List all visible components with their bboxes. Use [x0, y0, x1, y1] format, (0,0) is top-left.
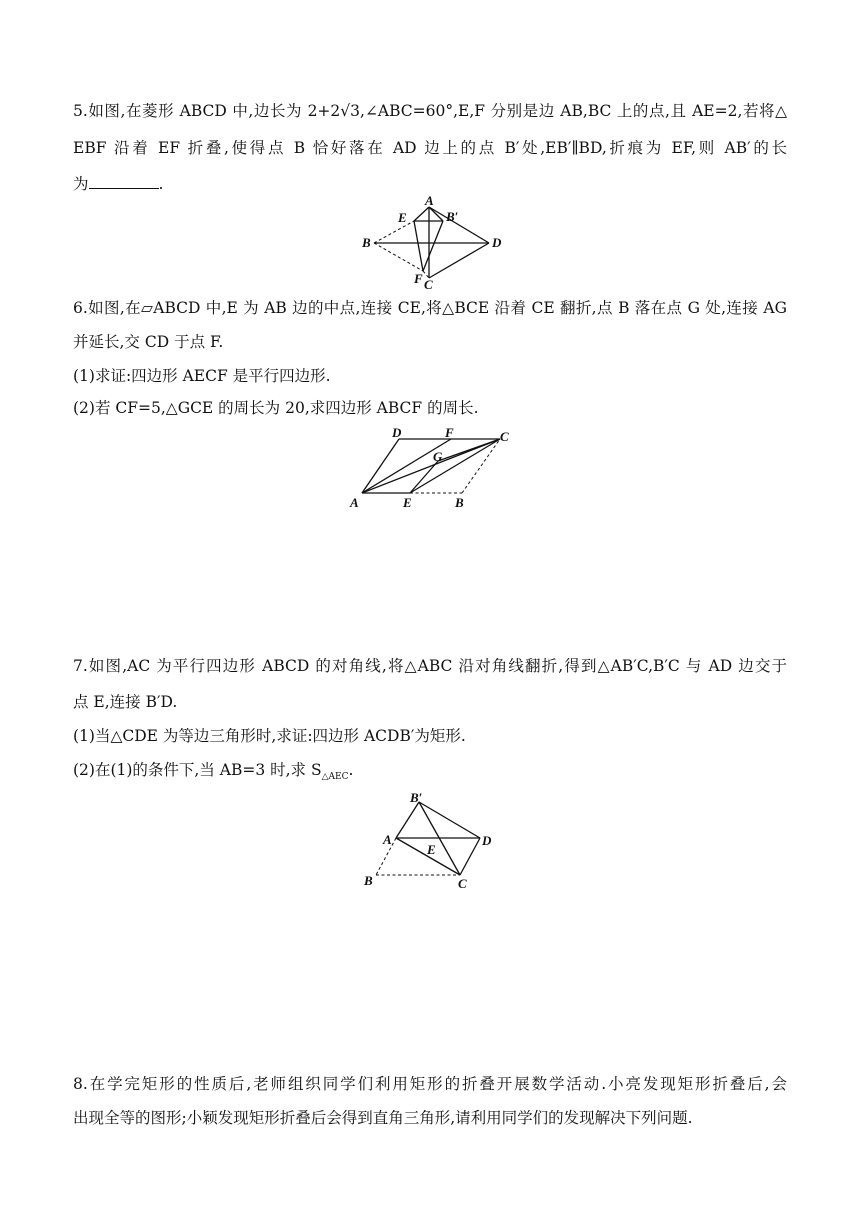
problem-6-question-1: (1)求证:四边形 AECF 是平行四边形.	[73, 367, 331, 385]
label-B-prime: B′	[446, 209, 459, 224]
problem-5-line-3	[73, 174, 163, 194]
problem-7-line-1: 7.如图,AC 为平行四边形 ABCD 的对角线,将△ABC 沿对角线翻折,得到△AB′C,B′C 与 AD 边交于	[73, 657, 787, 675]
label-B: B	[362, 235, 371, 250]
answer-blank	[89, 174, 159, 189]
problem-7-question-2-text: (2)在(1)的条件下,当 AB=3 时,求 S	[73, 761, 322, 779]
problem-5-line-1: 5.如图,在菱形 ABCD 中,边长为 2+2√3,∠ABC=60°,E,F 分别是边 AB,BC 上的点,且 AE=2,若将△	[73, 102, 787, 120]
problem-5-line-3-end: .	[158, 175, 164, 193]
label-A: A	[383, 832, 392, 847]
problem-7-question-1: (1)当△CDE 为等边三角形时,求证:四边形 ACDB′为矩形.	[73, 727, 466, 745]
problem-5-line-3-text: 为	[73, 175, 89, 193]
problem-8-line-2: 出现全等的图形;小颖发现矩形折叠后会得到直角三角形,请利用同学们的发现解决下列问题.	[73, 1109, 693, 1127]
diagonal-fold-diagram	[360, 788, 500, 892]
label-B-prime: B′	[410, 790, 423, 805]
label-D: D	[392, 425, 402, 440]
problem-7-question-2-end: .	[348, 761, 354, 779]
label-E: E	[403, 495, 412, 510]
problem-6-line-2: 并延长,交 CD 于点 F.	[73, 333, 224, 351]
label-B: B	[455, 495, 464, 510]
label-D: D	[482, 833, 492, 848]
label-C: C	[500, 429, 509, 444]
label-C: C	[458, 876, 467, 891]
label-D: D	[492, 235, 502, 250]
label-B: B	[364, 873, 373, 888]
problem-6-line-1: 6.如图,在▱ABCD 中,E 为 AB 边的中点,连接 CE,将△BCE 沿着 CE 翻折,点 B 落在点 G 处,连接 AG	[73, 299, 787, 317]
problem-7-question-2	[73, 760, 353, 787]
label-A: A	[425, 193, 434, 208]
label-E: E	[398, 210, 407, 225]
problem-5-line-2: EBF 沿着 EF 折叠,使得点 B 恰好落在 AD 边上的点 B′处,EB′∥BD,折痕为 EF,则 AB′的长	[73, 139, 787, 157]
problem-7-line-2: 点 E,连接 B′D.	[73, 693, 178, 711]
label-G: G	[433, 449, 443, 464]
problem-8-line-1: 8.在学完矩形的性质后,老师组织同学们利用矩形的折叠开展数学活动.小亮发现矩形折叠后,会	[73, 1075, 787, 1093]
label-A: A	[350, 495, 359, 510]
parallelogram-fold-diagram	[345, 425, 525, 513]
label-C: C	[424, 277, 433, 290]
label-F: F	[414, 271, 423, 286]
rhombus-fold-diagram	[355, 192, 505, 290]
problem-6-question-2: (2)若 CF=5,△GCE 的周长为 20,求四边形 ABCF 的周长.	[73, 399, 479, 417]
area-subscript: △AEC	[321, 772, 349, 783]
label-F: F	[445, 425, 454, 440]
label-E: E	[427, 842, 436, 857]
